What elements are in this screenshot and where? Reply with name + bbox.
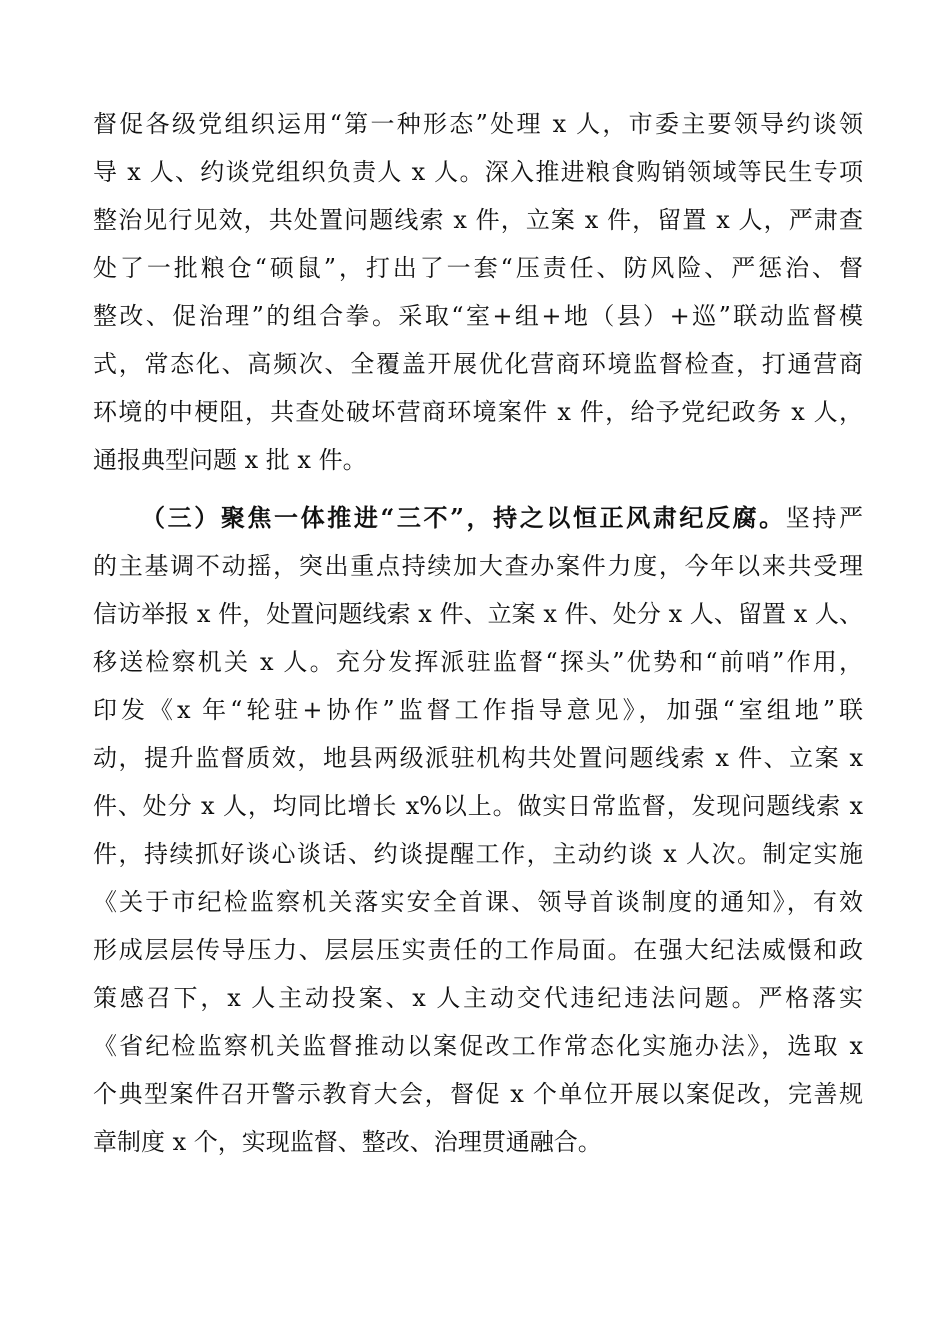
text-line: 移送检察机关 x 人。充分发挥派驻监督“探头”优势和“前哨”作用，: [93, 648, 863, 676]
text-line: 环境的中梗阻，共查处破坏营商环境案件 x 件，给予党纪政务 x 人，: [93, 398, 863, 426]
text-line: 动，提升监督质效，地县两级派驻机构共处置问题线索 x 件、立案 x: [93, 744, 863, 772]
text-line: 策感召下，x 人主动投案、x 人主动交代违纪违法问题。严格落实: [93, 984, 863, 1012]
text-line: 件、处分 x 人，均同比增长 x%以上。做实日常监督，发现问题线索 x: [93, 792, 863, 820]
text-line: 导 x 人、约谈党组织负责人 x 人。深入推进粮食购销领域等民生专项: [93, 158, 863, 186]
text-line: 件，持续抓好谈心谈话、约谈提醒工作，主动约谈 x 人次。制定实施: [93, 840, 863, 868]
text-line: 式，常态化、高频次、全覆盖开展优化营商环境监督检查，打通营商: [93, 350, 863, 378]
section-heading: （三）聚焦一体推进“三不”，持之以恒正风肃纪反腐。: [141, 503, 786, 532]
text-line: 处了一批粮仓“硕鼠”，打出了一套“压责任、防风险、严惩治、督: [93, 254, 863, 282]
text-line: 的主基调不动摇，突出重点持续加大查办案件力度，今年以来共受理: [93, 552, 863, 580]
text-line: 通报典型问题 x 批 x 件。: [93, 446, 367, 474]
text-line: 整改、促治理”的组合拳。采取“室+组+地（县）+巡”联动监督模: [93, 302, 863, 330]
text-line: 个典型案件召开警示教育大会，督促 x 个单位开展以案促改，完善规: [93, 1080, 863, 1108]
text-line: 整治见行见效，共处置问题线索 x 件，立案 x 件，留置 x 人，严肃查: [93, 206, 863, 234]
text-line: 章制度 x 个，实现监督、整改、治理贯通融合。: [93, 1128, 602, 1156]
text-line: 《省纪检监察机关监督推动以案促改工作常态化实施办法》，选取 x: [93, 1032, 863, 1060]
paragraph-first-line: [141, 502, 863, 534]
heading-trailing-text: 坚持严: [785, 504, 864, 532]
text-line: 《关于市纪检监察机关落实安全首课、领导首谈制度的通知》，有效: [93, 888, 863, 916]
text-line: 印发《x 年“轮驻+协作”监督工作指导意见》，加强“室组地”联: [93, 696, 863, 724]
text-line: 督促各级党组织运用“第一种形态”处理 x 人，市委主要领导约谈领: [93, 110, 863, 138]
text-line: 形成层层传导压力、层层压实责任的工作局面。在强大纪法威慑和政: [93, 936, 863, 964]
text-line: 信访举报 x 件，处置问题线索 x 件、立案 x 件、处分 x 人、留置 x 人、: [93, 600, 863, 628]
